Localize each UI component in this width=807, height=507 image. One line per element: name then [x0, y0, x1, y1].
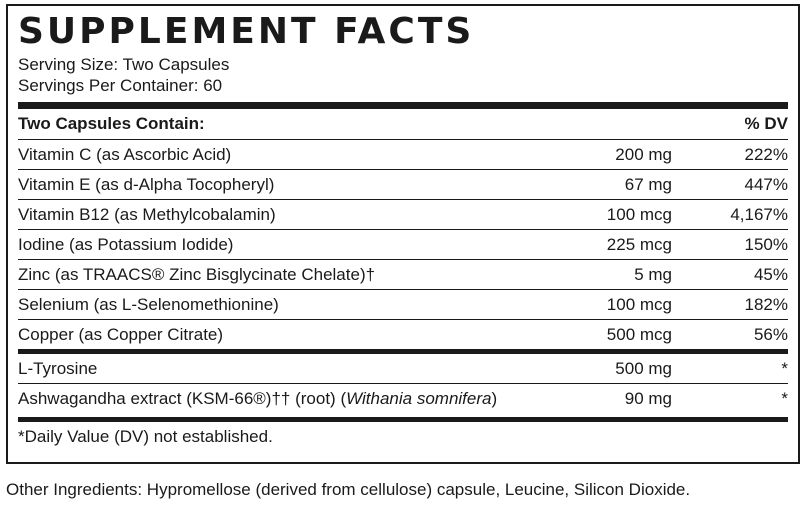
panel-title: SUPPLEMENT FACTS [18, 11, 475, 52]
nutrient-dv: 56% [753, 325, 788, 344]
nutrient-name-prefix: Ashwagandha extract (KSM-66®)†† (root) ( [18, 389, 347, 408]
nutrient-name [18, 384, 552, 413]
nutrient-dv: 182% [744, 295, 788, 314]
nutrient-amount: 500 mcg [606, 325, 672, 344]
other-ingredients: Other Ingredients: Hypromellose (derived from cellulose) capsule, Leucine, Silicon Dioxide. [6, 480, 691, 499]
table-header [18, 109, 788, 140]
nutrient-name: Vitamin C (as Ascorbic Acid) [18, 145, 232, 164]
nutrient-dv: 45% [753, 265, 788, 284]
nutrient-name: Vitamin E (as d-Alpha Tocopheryl) [18, 175, 275, 194]
nutrient-name: Zinc (as TRAACS® Zinc Bisglycinate Chelate)† [18, 265, 376, 284]
nutrient-dv: * [781, 359, 788, 378]
nutrient-name: Selenium (as L-Selenomethionine) [18, 295, 279, 314]
nutrient-amount: 100 mcg [606, 295, 672, 314]
other-nutrient-row [18, 354, 788, 384]
nutrient-amount: 225 mcg [606, 235, 672, 254]
nutrient-row [18, 260, 788, 290]
nutrient-amount: 5 mg [634, 265, 672, 284]
thick-divider [18, 102, 788, 109]
nutrient-name: Copper (as Copper Citrate) [18, 325, 224, 344]
header-label: Two Capsules Contain: [18, 114, 205, 133]
nutrient-row [18, 320, 788, 349]
nutrient-row [18, 230, 788, 260]
servings-per-container: Servings Per Container: 60 [18, 76, 223, 95]
nutrient-name: L-Tyrosine [18, 359, 98, 378]
nutrient-name-suffix: ) [491, 389, 498, 408]
nutrient-dv: * [781, 389, 788, 408]
supplement-facts-panel [6, 4, 800, 464]
nutrient-dv: 447% [744, 175, 788, 194]
header-dv-label: % DV [744, 114, 788, 133]
other-nutrient-row [18, 384, 788, 413]
nutrient-row [18, 200, 788, 230]
dv-footnote: *Daily Value (DV) not established. [18, 427, 273, 446]
nutrient-amount: 200 mg [615, 145, 672, 164]
nutrient-row [18, 290, 788, 320]
nutrient-dv: 222% [744, 145, 788, 164]
nutrient-amount: 100 mcg [606, 205, 672, 224]
nutrient-row [18, 140, 788, 170]
nutrient-amount: 90 mg [624, 389, 672, 408]
nutrient-name: Iodine (as Potassium Iodide) [18, 235, 234, 254]
nutrient-name: Vitamin B12 (as Methylcobalamin) [18, 205, 276, 224]
nutrient-amount: 67 mg [624, 175, 672, 194]
nutrient-botanical-name: Withania somnifera [346, 389, 492, 408]
nutrient-dv: 150% [744, 235, 788, 254]
nutrient-amount: 500 mg [615, 359, 672, 378]
nutrient-dv: 4,167% [730, 205, 788, 224]
serving-size: Serving Size: Two Capsules [18, 55, 230, 74]
nutrient-row [18, 170, 788, 200]
